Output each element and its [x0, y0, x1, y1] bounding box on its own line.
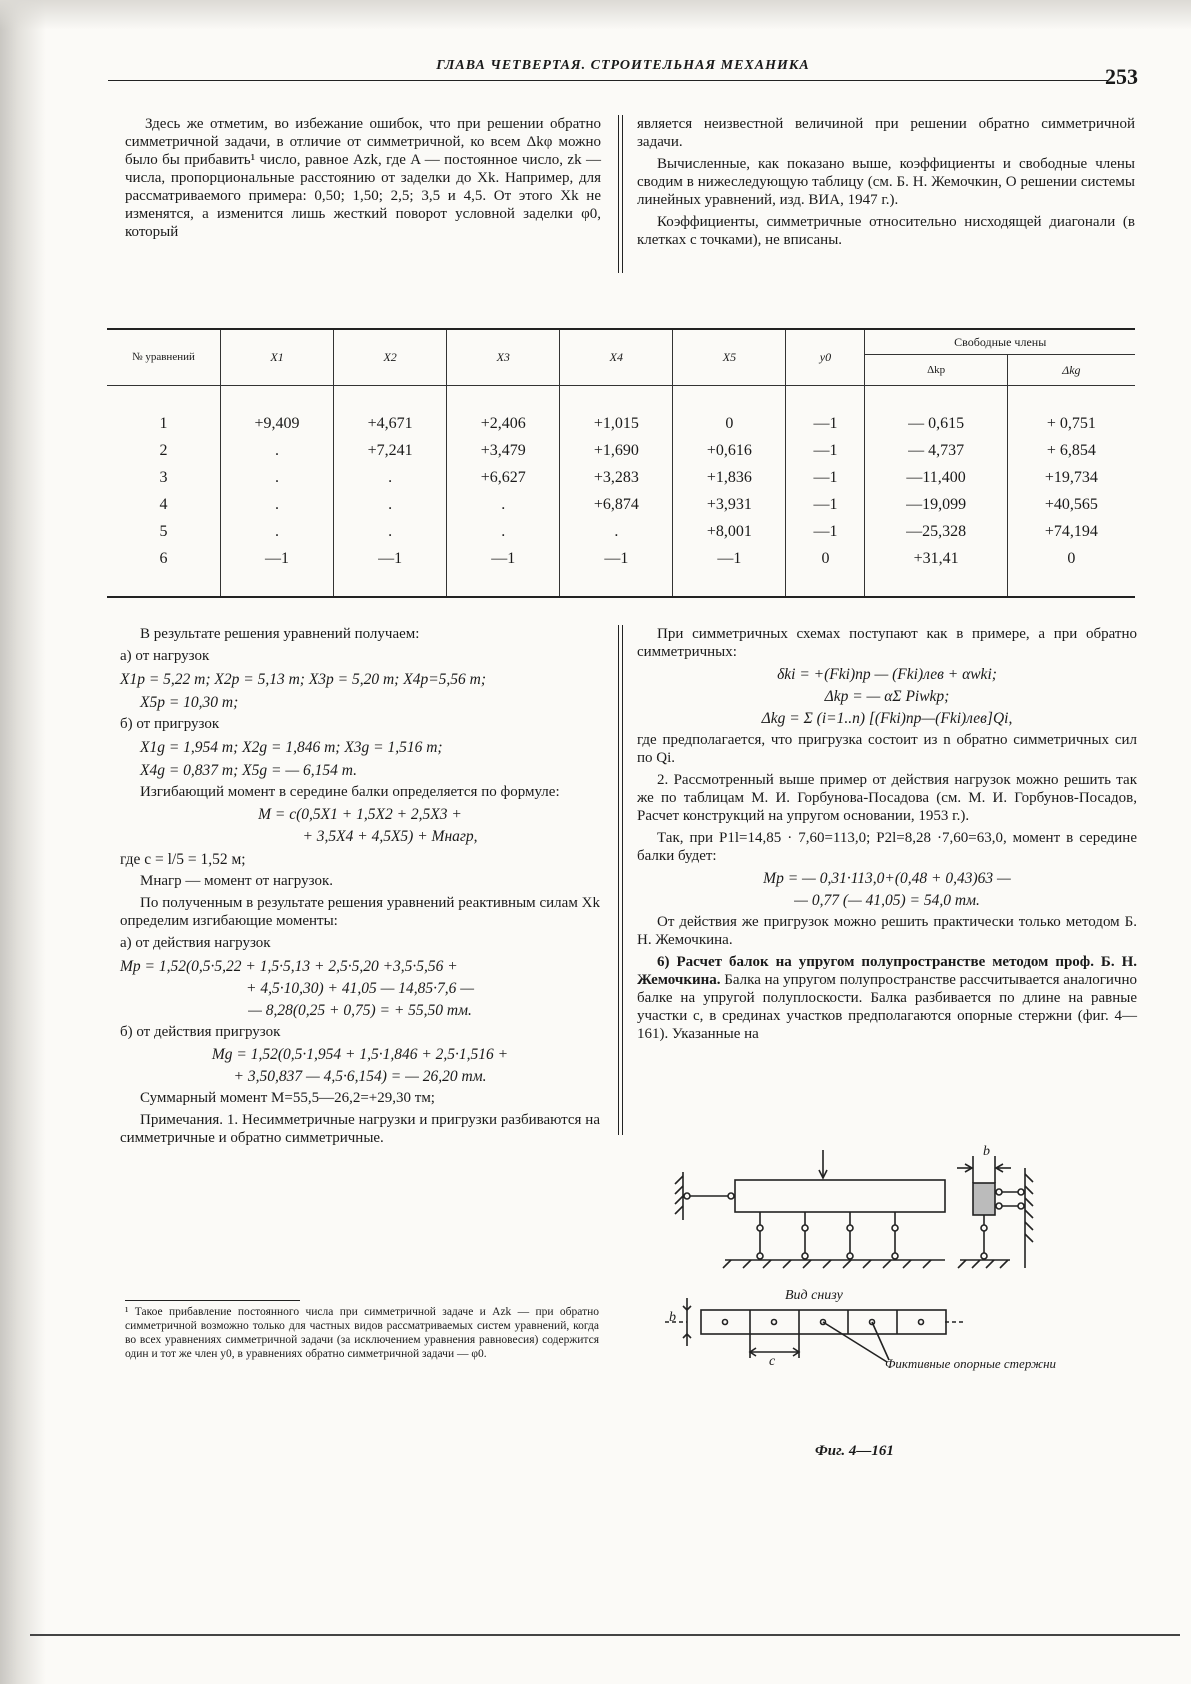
cell: — 4,737	[865, 437, 1007, 464]
header-x5: X5	[673, 329, 786, 386]
page-bottom-edge	[30, 1634, 1180, 1636]
bottom-right-column	[637, 625, 1137, 1047]
paragraph	[637, 953, 1137, 1043]
paragraph: При симметричных схемах поступают как в примере, а при обратно симметричных:	[637, 626, 1137, 660]
formula: — 0,77 (— 41,05) = 54,0 тм.	[794, 892, 980, 909]
cell: +31,41	[865, 545, 1007, 572]
paragraph: 2. Рассмотренный выше пример от действия нагрузок можно решить так же по таблицам М. И. Горбунова-Посадова (см. М. И. Горбунов-Посадов, Расчет конструкций на упругом основании, 1953 г.).	[637, 772, 1137, 824]
column-divider	[618, 625, 619, 1135]
header-x4: X4	[560, 329, 673, 386]
header-x1: X1	[221, 329, 334, 386]
cell: 6	[159, 549, 168, 567]
cell: .	[221, 491, 334, 518]
text-line: б) от действия пригрузок	[120, 1024, 281, 1040]
paragraph: Изгибающий момент в середине балки определяется по формуле:	[140, 784, 560, 800]
bottom-left-column	[120, 625, 600, 1151]
top-left-column	[125, 115, 601, 245]
cell: +74,194	[1007, 518, 1135, 545]
cell: —1	[786, 410, 865, 437]
formula: + 3,50,837 — 4,5·6,154) = — 26,20 тм.	[233, 1068, 487, 1085]
table-row	[107, 464, 1135, 491]
cell: +6,627	[447, 464, 560, 491]
table-row	[107, 518, 1135, 545]
cell: —1	[447, 545, 560, 572]
label-b-side: b	[669, 1310, 676, 1325]
label-fictive-rods: Фиктивные опорные стержни	[884, 1356, 1057, 1371]
cell: +3,479	[447, 437, 560, 464]
cell: —25,328	[865, 518, 1007, 545]
cell: 4	[159, 495, 168, 513]
paragraph: Коэффициенты, симметричные относительно нисходящей диагонали (в клетках с точками), не вписаны.	[637, 214, 1135, 248]
cell: —1	[786, 491, 865, 518]
column-divider	[622, 625, 623, 1135]
cell: +0,616	[673, 437, 786, 464]
beam-diagram	[665, 1148, 1115, 1438]
cell: .	[221, 437, 334, 464]
cell: —1	[786, 437, 865, 464]
paragraph: Здесь же отметим, во избежание ошибок, что при решении обратно симметричной задачи, в отличие от симметричной, ко всем Δkφ можно было бы прибавить¹ число, равное Azk, где A — постоянное число, zk — числа, пропорциональные расстоянию от заделки до Xk. Например, для рассматриваемого примера: 0,50; 1,50; 2,5; 3,5 и 4,5. От этого Xk не изменятся, а изменится лишь жесткий поворот условной заделки φ0, который	[125, 116, 601, 240]
beam	[735, 1180, 945, 1212]
table-row	[107, 410, 1135, 437]
cell: +40,565	[1007, 491, 1135, 518]
cell: —1	[221, 545, 334, 572]
cell: +19,734	[1007, 464, 1135, 491]
formula: + 3,5X4 + 4,5X5) + Mнагр,	[302, 828, 478, 845]
cell: + 0,751	[1007, 410, 1135, 437]
cell: +1,836	[673, 464, 786, 491]
cell: .	[447, 518, 560, 545]
cell: —1	[786, 464, 865, 491]
column-divider	[622, 115, 623, 273]
text-line: б) от пригрузок	[120, 716, 220, 732]
section-heading: 6) Расчет балок на упругом полупространстве методом проф. Б. Н. Жемочкина.	[637, 954, 1137, 988]
cell: .	[334, 518, 447, 545]
cell: .	[334, 464, 447, 491]
cell: +8,001	[673, 518, 786, 545]
scan-top-shadow	[0, 0, 1191, 30]
footnote	[125, 1300, 599, 1361]
text-line: а) от нагрузок	[120, 648, 210, 664]
text-line: а) от действия нагрузок	[120, 935, 271, 951]
cell: .	[560, 518, 673, 545]
table-row	[107, 545, 1135, 572]
cell: +9,409	[221, 410, 334, 437]
header-y0: y0	[786, 329, 865, 386]
footnote-text: ¹ Такое прибавление постоянного числа при симметричной задаче и Azk — при обратно симметричной возможно только для частных видов рассматриваемых систем уравнений, когда во всех уравнениях симметричной задачи (за исключением уравнения равновесия) содержится один и тот же член y0, в уравнениях обратно симметричной задачи — φ0.	[125, 1306, 599, 1360]
paragraph: является неизвестной величиной при решении обратно симметричной задачи.	[637, 116, 1135, 150]
cell: +1,690	[560, 437, 673, 464]
figure-caption: Фиг. 4—161	[815, 1443, 894, 1459]
cell: +6,874	[560, 491, 673, 518]
cell: — 0,615	[865, 410, 1007, 437]
label-c: c	[769, 1354, 776, 1369]
cell: —19,099	[865, 491, 1007, 518]
scan-edge-shadow	[0, 0, 46, 1684]
formula: где c = l/5 = 1,52 м;	[120, 851, 246, 868]
header-dkp: Δkp	[865, 355, 1007, 386]
cell: +3,283	[560, 464, 673, 491]
cell: + 6,854	[1007, 437, 1135, 464]
cell: .	[334, 491, 447, 518]
formula: Mp = 1,52(0,5·5,22 + 1,5·5,13 + 2,5·5,20 +3,5·5,56 +	[120, 958, 458, 975]
table-spacer	[107, 572, 1135, 597]
formula: Δkg = Σ (i=1..n) [(Fki)пр—(Fki)лев]Qi,	[761, 710, 1013, 727]
section-text: Балка на упругом полупространстве рассчитывается аналогично балке на упругой полуплоскости. Балка разбивается по длине на равные участки c, в срединах участков предполагаются опорные стержни (фиг. 4—161). Указанные на	[637, 972, 1137, 1042]
cell: +7,241	[334, 437, 447, 464]
cell: 0	[673, 410, 786, 437]
cell: 1	[159, 414, 168, 432]
header-dkg: Δkg	[1007, 355, 1135, 386]
cell: 2	[159, 441, 168, 459]
paragraph: По полученным в результате решения уравнений реактивным силам Xk определим изгибающие моменты:	[120, 895, 600, 929]
table-row	[107, 437, 1135, 464]
header-free-terms: Свободные члены	[865, 329, 1135, 355]
paragraph: где предполагается, что пригрузка состоит из n обратно симметричных сил по Qi.	[637, 732, 1137, 766]
cell: +3,931	[673, 491, 786, 518]
section-view	[973, 1183, 995, 1215]
formula: δki = +(Fki)пр — (Fki)лев + αwki;	[777, 666, 997, 683]
label-b: b	[983, 1144, 990, 1159]
formula: M = c(0,5X1 + 1,5X2 + 2,5X3 +	[258, 806, 462, 823]
text-line: Суммарный момент M=55,5—26,2=+29,30 тм;	[140, 1090, 435, 1106]
table-spacer	[107, 386, 1135, 411]
formula: X1p = 5,22 т; X2p = 5,13 т; X3p = 5,20 т; X4p=5,56 т;	[120, 671, 487, 688]
column-divider	[618, 115, 619, 273]
formula: — 8,28(0,25 + 0,75) = + 55,50 тм.	[248, 1002, 472, 1019]
formula: X4g = 0,837 т; X5g = — 6,154 т.	[140, 762, 357, 779]
footnote-rule	[125, 1300, 300, 1301]
paragraph: Вычисленные, как показано выше, коэффициенты и свободные члены сводим в нижеследующую таблицу (см. Б. Н. Жемочкин, О решении системы линейных уравнений, изд. ВИА, 1947 г.).	[637, 156, 1135, 208]
cell: .	[221, 518, 334, 545]
text-line: Mнагр — момент от нагрузок.	[140, 873, 333, 889]
table-row	[107, 491, 1135, 518]
chapter-title: ГЛАВА ЧЕТВЕРТАЯ. СТРОИТЕЛЬНАЯ МЕХАНИКА	[436, 58, 810, 73]
cell: —1	[673, 545, 786, 572]
cell: .	[221, 464, 334, 491]
cell: 0	[1007, 545, 1135, 572]
paragraph: Так, при P1l=14,85 · 7,60=113,0; P2l=8,28 ·7,60=63,0, момент в середине балки будет:	[637, 830, 1137, 864]
formula: + 4,5·10,30) + 41,05 — 14,85·7,6 —	[245, 980, 475, 997]
paragraph: От действия же пригрузок можно решить практически только методом Б. Н. Жемочкина.	[637, 914, 1137, 948]
figure-4-161	[665, 1144, 1115, 1438]
cell: 0	[786, 545, 865, 572]
formula: X5p = 10,30 т;	[140, 694, 239, 711]
page-header	[108, 58, 1138, 88]
cell: —1	[786, 518, 865, 545]
label-bottom-view: Вид снизу	[785, 1288, 843, 1303]
top-right-column	[637, 115, 1135, 253]
cell: +4,671	[334, 410, 447, 437]
text-line: В результате решения уравнений получаем:	[140, 626, 420, 642]
formula: Δkp = — αΣ Piwkp;	[824, 688, 950, 705]
header-equation-number: № уравнений	[107, 329, 221, 386]
formula: Mg = 1,52(0,5·1,954 + 1,5·1,846 + 2,5·1,516 +	[211, 1046, 509, 1063]
paragraph: Примечания. 1. Несимметричные нагрузки и пригрузки разбиваются на симметричные и обратно симметричные.	[120, 1112, 600, 1146]
formula: X1g = 1,954 т; X2g = 1,846 т; X3g = 1,516 т;	[140, 739, 443, 756]
cell: .	[447, 491, 560, 518]
cell: +1,015	[560, 410, 673, 437]
cell: —1	[334, 545, 447, 572]
coefficients-table	[107, 328, 1135, 598]
cell: 5	[159, 522, 168, 540]
formula: Mp = — 0,31·113,0+(0,48 + 0,43)63 —	[763, 870, 1011, 887]
header-x3: X3	[447, 329, 560, 386]
header-x2: X2	[334, 329, 447, 386]
cell: —11,400	[865, 464, 1007, 491]
cell: 3	[159, 468, 168, 486]
cell: +2,406	[447, 410, 560, 437]
page-number: 253	[1105, 64, 1138, 89]
header-rule	[108, 80, 1108, 81]
cell: —1	[560, 545, 673, 572]
